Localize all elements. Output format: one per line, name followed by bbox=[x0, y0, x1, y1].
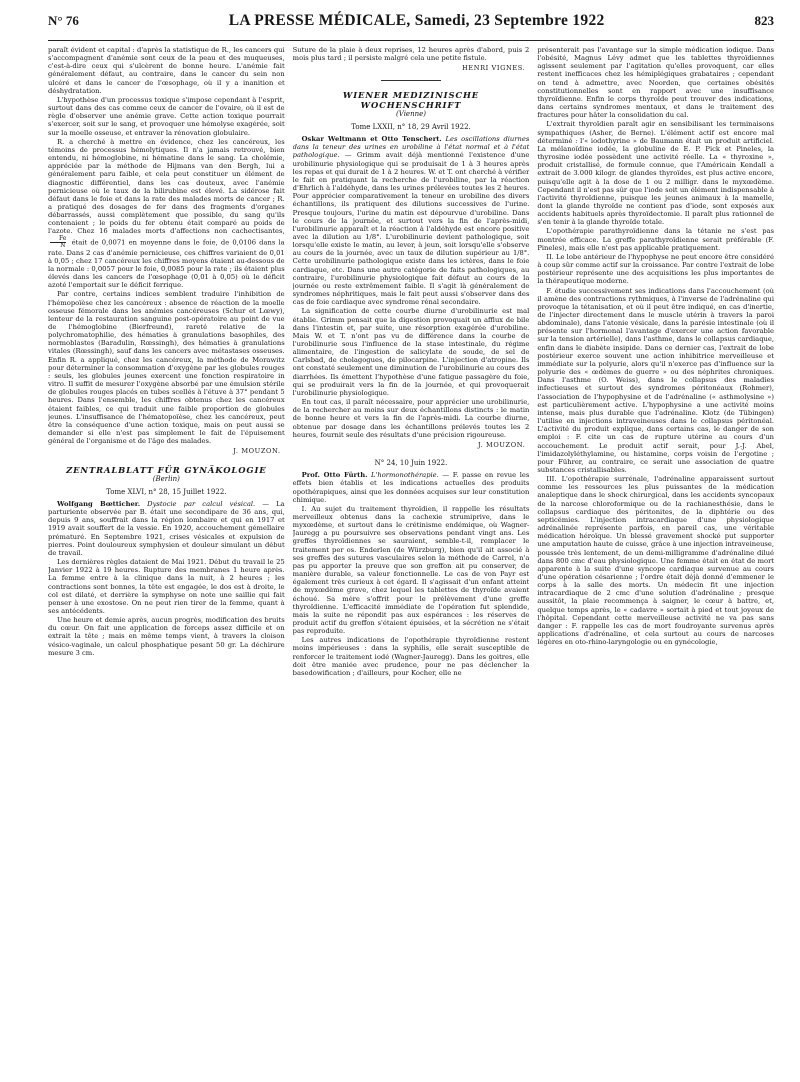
paragraph: Les dernières règles dataient de Mai 1921. Début du travail le 25 Janvier 1922 à 19 heures. Rupture des membranes 1 heure après. La femme entre à la clinique dans la nuit, à 2 heures ; les contractions sont bonnes, la tête est engagée, le dos est à droite, le col est dilaté, et derrière la symphyse on note une saillie qui fait penser à une exostose. On ne peut rien tirer de la femme, quant à ses antécédents. bbox=[48, 558, 285, 615]
paragraph: I. Au sujet du traitement thyroïdien, il rappelle les résultats merveilleux obtenus dans la cachexie strumiprive, dans le myxœdème, et surtout dans le crétinisme endémique, où Wagner-Jauregg a pu poursuivre ses observations pendant vingt ans. Les greffes thyroïdiennes se sauraient, semble-t-il, remplacer le traitement per os. Enderlen (de Würzburg), bien qu'il ait associé à ses greffes des sutures vasculaires selon la méthode de Carrel, n'a pas pu apporter la preuve que son greffon ait pu conserver, de manière durable, sa valeur fonctionnelle. Le cas de von Payr est également très curieux à cet égard. Il s'agissait d'un enfant atteint de myxœdème grave, chez lequel les tablettes de thyroïde avaient échoué. Sa mère s'offrit pour le prélèvement d'une greffe thyroïdienne. L'efficacité immédiate de l'opération fut splendide, mais la suite ne répondit pas aux espérances : les réserves de produit actif du greffon s'étaient épuisées, et la sécrétion ne s'était pas reproduite. bbox=[292, 504, 530, 636]
fraction-denominator: N bbox=[60, 241, 66, 249]
paragraph: L'extrait thyroïdien paraît agir en sensibilisant les terminaisons sympathiques (Asher, de Berne). L'élément actif est encore mal déterminé : l'« iodothyrine » de Baumann était un produit artificiel. La mélanoïdine iodée, la globuline de E. P. Pick et Pineles, la thyrosine iodée possèdent une activité réelle. La « thyroxine », produit cristallisé, de formule connue, que l'Américain Kendall a extrait de 3.000 kilogr. de glandes thyroïdes, est plus active encore, puisqu'elle agit à la dose de 1 ou 2 milligr. dans le myxœdème. Cependant il n'est pas sûr que l'iode soit un élément indispensable à l'activité thyroïdienne, puisque les jeunes animaux à la mamelle, dont la glande thyroïde ne contient pas d'iode, sont exposés aux accidents habituels après thyroïdectomie. Il paraît plus rationnel de s'en tenir à la glande thyroïde totale. bbox=[537, 120, 775, 227]
paragraph-text: — La parturiente observée par B. était une secondipare de 36 ans, qui, depuis 9 ans, souffrait dans la région lombaire et qui en 1917 et 1919 avait souffert de la vessie. En 1920, accouchement gémellaire prématuré. En Septembre 1921, crises vésicales et expulsion de pierres. Point douloureux symphysien et douleur simulant un début de travail. bbox=[48, 499, 285, 557]
article-title: L'hormonothérapie. bbox=[371, 471, 439, 480]
fraction-fe-n bbox=[50, 236, 66, 249]
paragraph: Suture de la plaie à deux reprises, 12 heures après d'abord, puis 2 mois plus tard ; il persiste malgré cela une petite fistule. bbox=[292, 46, 530, 63]
journal-title bbox=[229, 12, 605, 30]
tome-line: Tome XLVI, n° 28, 15 Juillet 1922. bbox=[106, 487, 227, 496]
paragraph: La signification de cette courbe diurne d'urobilinurie est mal établie. Grimm pensait que la digestion provoquait un afflux de bile dans l'intestin et, par suite, une résorption exagérée d'urobiline. Mais W. et T. n'ont pas vu de différence dans la courbe de l'urobilinurie sous l'influence de la stase intestinale, du régime alimentaire, de l'ingestion de salicylate de soude, de sel de Carlsbad, de cholagogues, de pilocarpine. L'injection d'atropine. Ils ont constaté seulement une diminution de l'urobilinurie au cours des diarrhées. Ils émettent l'hypothèse d'une fatigue passagère du foie, qui se produirait vers la fin de la journée, et qui provoquerait l'urobilinurie physiologique. bbox=[292, 307, 530, 397]
fraction-numerator: Fe bbox=[50, 236, 66, 243]
signature: HENRI VIGNES. bbox=[461, 64, 526, 73]
article-title: Dystocie par calcul vésical. bbox=[147, 499, 256, 508]
article-title: Les oscillations diurnes dans la teneur des urines en urobiline à l'état normal et à l'état pathologique. bbox=[292, 135, 530, 160]
paragraph-text: était de 0,0071 en moyenne dans le foie, de 0,0106 dans la rate. Dans 2 cas d'anémie pernicieuse, ces chiffres variaient de 0,01 à 0,05 ; chez 17 cancéreux les chiffres moyens étaient au-dessous de la normale : 0,0057 pour le foie, 0,0085 pour la rate ; ils étaient plus élevés dans les cancers de l'œsophage (0,01 à 0,05) où le déficit azoté l'emportait sur le déficit ferrique. bbox=[48, 238, 285, 290]
journal-section-title: ZENTRALBLATT FÜR GYNÄKOLOGIE bbox=[66, 464, 267, 475]
paragraph: En tout cas, il paraît nécessaire, pour apprécier une urobilinurie, de la rechercher au moins sur deux échantillons distincts : le matin de bonne heure et vers la fin de l'après-midi. La courbe diurne, obtenue par dosage dans les échantillons prélevés toutes les 2 heures, fournit seule des résultats d'une précision rigoureuse. bbox=[292, 398, 530, 439]
issue-date: Samedi, 23 Septembre 1922 bbox=[414, 12, 605, 29]
column-3 bbox=[537, 46, 774, 1076]
divider bbox=[381, 80, 441, 81]
paragraph: F. étudie successivement ses indications dans l'accouchement (où il amène des contractions rythmiques, à l'inverse de l'adrénaline qui provoque la tétanisation, et où il peut être indiqué, en cas d'inertie, de l'injecter directement dans le muscle utérin à travers la paroi abdominale), dans l'atonie vésicale, dans la parésie intestinale (où il présente sur l'hormonal l'avantage d'exercer une action favorable sur la tension artérielle), dans l'asthme, dans le collapsus cardiaque, enfin dans le diabète insipide. Dans ce dernier cas, l'extrait de lobe postérieur exerce souvent une action inhibitrice merveilleuse et immédiate sur la polyurie, alors qu'il n'exerce pas d'influence sur la polyurie des « œdèmes de guerre » ou des néphrites chroniques. Dans l'asthme (O. Weiss), dans le collapsus des maladies infectieuses et surtout des syndromes péritonéaux (Rohmer), l'association de l'hypophysine et de l'adrénaline (« asthmolysine ») est particulièrement active. L'hypophysine a une activité moins intense, mais plus durable que l'adrénaline. Klotz (de Tübingen) l'utilise en injections intraveineuses dans le collapsus péritonéal. L'activité du produit explique, dans certains cas, le danger de son emploi : F. cite un cas de rupture utérine au cours d'un accouchement. Le produit actif serait, pour J.-J. Abel, l'imidazolyléthylamine, ou histamine, corps voisin de l'ergotine ; pour Führer, au contraire, ce serait une association de quatre substances cristallisables. bbox=[537, 286, 775, 474]
article-paragraph bbox=[293, 135, 530, 306]
page-number: 823 bbox=[754, 13, 774, 28]
paragraph: Les autres indications de l'opothérapie thyroïdienne restent moins impérieuses : dans la syphilis, elle serait susceptible de renforcer le traitement iodé (Wagner-Jauregg). Dans les goitres, elle doit être maniée avec prudence, pour ne pas déclencher la basedowification ; d'ailleurs, pour Kocher, elle ne bbox=[292, 636, 530, 677]
journal-city: (Berlin) bbox=[152, 474, 180, 483]
signature: J. MOUZON. bbox=[477, 440, 526, 449]
column-1 bbox=[48, 46, 285, 1076]
paragraph: II. Le lobe antérieur de l'hypophyse ne peut encore être considéré à coup sûr comme actif sur la croissance. Par contre l'extrait de lobe postérieur représente une des acquisitions les plus importantes de la thérapeutique moderne. bbox=[537, 252, 775, 286]
paragraph: Par contre, certains indices semblent traduire l'inhibition de l'hémopoïèse chez les cancéreux : absence de réaction de la moelle osseuse fémorale dans les anémies cancéreuses (Schur et Lœwy), lenteur de la restauration sanguine post-opératoire au point de vue de l'hémoglobine (Bierfreund), rareté relative de la polychromatophilie, des hématies à granulations basophiles, des normoblastes (Baradulin, Rœssingh), des hématies à granulations vitales (Rœssingh), sauf dans les cancers avec métastases osseuses. Enfin R. a appliqué, chez les cancéreux, la méthode de Morawitz pour déterminer la consommation d'oxygène par les globules rouges : seuls, les globules jeunes exercent une fonction respiratoire in vitro. Il suffit de mesurer l'oxygène absorbé par une émulsion stérile de globules rouges placés en tubes scellés à l'étuve à 37° pendant 5 heures. Dans l'ensemble, les chiffres obtenus chez les cancéreux étaient faibles, ce qui traduit une faible proportion de globules jeunes. L'insuffisance de l'hématopoïèse, chez les cancéreux, peut être la conséquence d'une action toxique, mais on peut aussi se demander si elle n'est pas simplement le fait de l'épuisement général de l'organisme et de l'âge des malades. bbox=[48, 290, 285, 446]
article-paragraph bbox=[48, 500, 285, 557]
article-author: Prof. Otto Fürth. bbox=[301, 471, 368, 480]
paragraph-text: — F. passe en revue les effets bien établis et les indications actuelles des produits opothérapiques, ainsi que les données acquises sur leur constitution chimique. bbox=[292, 471, 530, 504]
paragraph-text: R. a cherché à mettre en évidence, chez les cancéreux, les témoins de processus hémolytiques. Il n'a jamais retrouvé, bien entendu, ni hémoglobine, ni hématine dans le sang. La cholémie, appréciée par la méthode de Hijmans van den Bergh, lui a généralement paru faible, et cela peut constituer un élément de diagnostic différentiel, dans les cas douteux, avec l'anémie pernicieuse où le taux de la bilirubine est élevé. La sidérose fait défaut dans le foie et dans la rate des malades morts de cancer ; R. a pratiqué des dosages de fer dans des fragments d'organes débarrassés, aussi complètement que possible, du sang qu'ils contenaient ; le poids du fer obtenu était comparé au poids de l'azote. Chez 16 malades morts d'affections non cachectisantes, bbox=[48, 137, 285, 236]
journal-name: LA PRESSE MÉDICALE, bbox=[228, 12, 411, 29]
article-author: Wolfgang Bœtticher. bbox=[57, 499, 141, 508]
paragraph: présenterait pas l'avantage sur la simple médication iodique. Dans l'obésité, Magnus Lévy admet que les tablettes thyroïdiennes agissent seulement par l'agitation qu'elles provoquent, car elles restent inefficaces chez les hémiplégiques grabataires ; cependant on tend à admettre, avec Noorden, que certaines obésités constitutionnelles sont en rapport avec une insuffisance thyroïdienne. Enfin le corps thyroïde peut trouver des indications, dans certains syndromes mentaux, et dans le traitement des fractures pour hâter la consolidation du cal. bbox=[537, 46, 775, 120]
paragraph: paraît évident et capital : d'après la statistique de R., les cancers qui s'accompagnent d'anémie sont ceux de la peau et des muqueuses, c'est-à-dire ceux qui s'ulcèrent de bonne heure. L'anémie fait généralement défaut, au contraire, dans le cancer du sein non ulcéré et dans le cancer de l'œsophage, où il y a inanition et déshydratation. bbox=[48, 46, 285, 95]
article-paragraph bbox=[293, 471, 530, 504]
page-header bbox=[48, 12, 774, 41]
paragraph: L'opothérapie parathyroïdienne dans la tétanie ne s'est pas montrée efficace. La greffe parathyroïdienne serait préférable (F. Pineles), mais elle n'est pas applicable pratiquement. bbox=[537, 227, 775, 252]
issue-line: N° 24, 10 Juin 1922. bbox=[374, 459, 448, 468]
paragraph bbox=[48, 138, 285, 290]
tome-line: Tome LXXII, n° 18, 29 Avril 1922. bbox=[351, 122, 471, 131]
paragraph: III. L'opothérapie surrénale, l'adrénaline apparaissent surtout comme les ressources les plus puissantes de la médication analeptique dans le shock chirurgical, dans les accidents syncopaux de la narcose chloroformique ou de la rachianesthésie, dans le collapsus cardiaque des péritonites, de la diphtérie ou des septicémies. L'injection intracardiaque d'une physiologique adrénalinée représente parfois, en pareil cas, une véritable médication héroïque. Un blessé gravement shocké put supporter une amputation haute de cuisse, grâce à une injection intraveineuse, poussée très lentement, de un demi-milligramme d'adrénaline dilué dans 800 cmc d'eau physiologique. Une femme était en état de mort apparente à la suite d'une syncope cardiaque survenue au cours d'une opération césarienne ; l'ordre était déjà donné d'emmener le corps à la salle des morts. Un médecin fit une injection intracardiaque de 2 cmc d'une solution d'adrénaline ; presque aussitôt, la plaie recommença à saigner, le cœur à battre, et, quelque temps après, le « cadavre » sortait à pied et tout joyeux de l'hôpital. Cependant cette merveilleuse activité ne va pas sans danger : F. rappelle les cas de mort foudroyante survenus après applications d'adrénaline, et cela surtout au cours de narcoses légères en oto-rhino-laryngologie ou en gynécologie, bbox=[537, 475, 775, 647]
signature: J. MOUZON. bbox=[233, 447, 281, 456]
paragraph-text: — Grimm avait déjà mentionné l'existence d'une urobilinurie physiologique qui se produisait de 1 à 3 heures après les repas et qui durait de 1 à 2 heures. W. et T. ont cherché à vérifier le fait en pratiquant la recherche de l'urobiline, par la réaction d'Ehrlich à l'aldéhyde, dans les urines prélevées toutes les 2 heures. Pour apprécier comparativement la teneur en urobiline des divers échantillons, ils pratiquent des dilutions successives de l'urine. Presque toujours, l'urine du matin est dépourvue d'urobiline. Dans le cours de la journée, et surtout vers la fin de l'après-midi, l'urobilinurie apparaît et la réaction à l'aldéhyde est encore positive avec la dilution au 1/8°. L'urobilinurie devient pathologique, soit lorsqu'elle existe le matin, au lever, à jeun, soit lorsqu'elle s'observe au cours de la journée, avec un taux de dilution supérieur au 1/8°. Cette urobilinurie pathologique existe dans les ictères, dans le foie cardiaque, etc. Dans une autre catégorie de faits pathologiques, au contraire, l'urobilinurie physiologique fait défaut au cours de la journée ou reste extrêmement faible. Il s'agit là généralement de syndromes néphritiques, mais le fait peut aussi s'observer dans des cas de foie cardiaque avec syndrome rénal secondaire. bbox=[292, 151, 530, 307]
column-2 bbox=[293, 46, 530, 1076]
article-author: Oskar Weltmann et Otto Tenschert. bbox=[301, 135, 442, 144]
issue-number: N° 76 bbox=[48, 13, 79, 28]
paragraph: Une heure et demie après, aucun progrès, modification des bruits du cœur. On fait une application de forceps assez difficile et on extrait la tête ; mais en même temps vient, à travers la cloison vésico-vaginale, un calcul phosphatique pesant 50 gr. La déchirure mesure 3 cm. bbox=[48, 616, 285, 657]
columns bbox=[48, 46, 774, 1076]
paragraph: L'hypothèse d'un processus toxique s'impose cependant à l'esprit, surtout dans des cas comme ceux de cancer de l'ovaire, où il est de règle d'observer une anémie grave. Cette action toxique pourrait s'exercer, soit sur le sang, et provoquer une hémolyse exagérée, soit sur la moelle osseuse, et entraver la rénovation globulaire. bbox=[48, 95, 285, 137]
journal-section-title: WIENER MEDIZINISCHE bbox=[342, 90, 480, 101]
journal-city: (Vienne) bbox=[396, 109, 426, 118]
journal-section-title-2: WOCHENSCHRIFT bbox=[360, 99, 462, 110]
